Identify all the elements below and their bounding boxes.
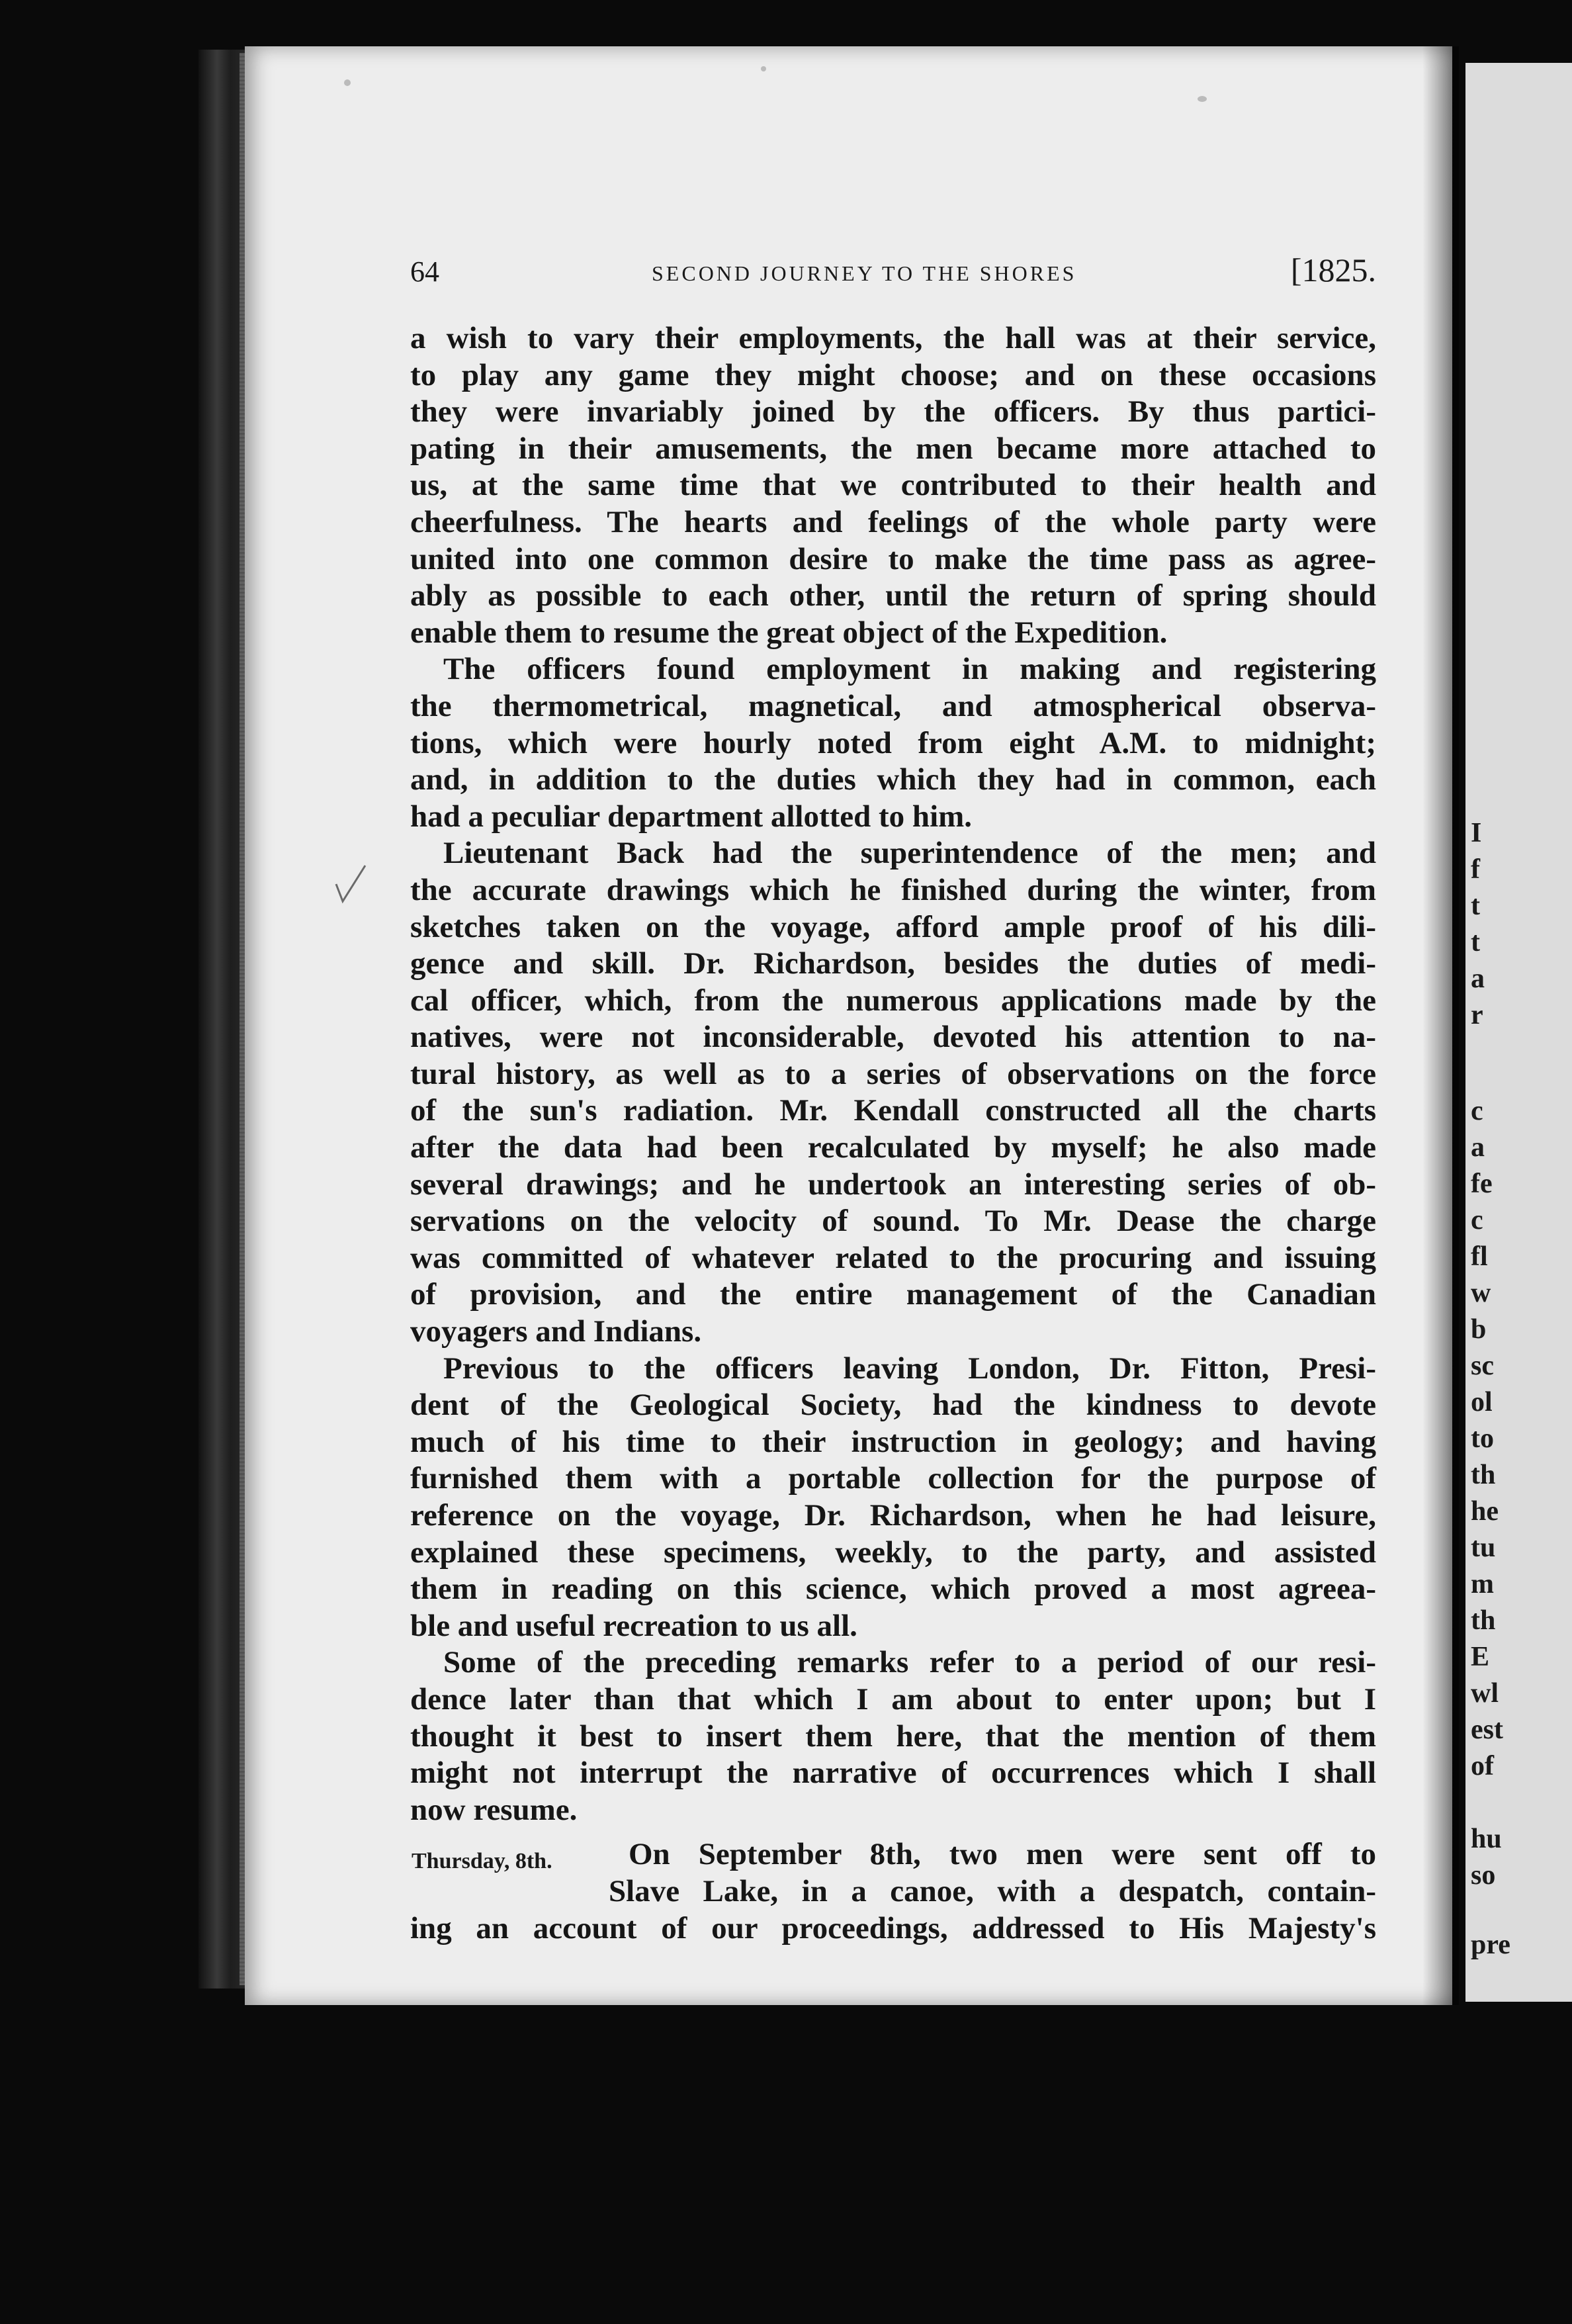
text-line: pating in their amusements, the men became more attached to [410,431,1376,466]
facing-fragment: f [1471,854,1480,885]
text-line: dent of the Geological Society, had the kindness to devote [410,1388,1376,1423]
facing-fragment: fe [1471,1169,1493,1199]
text-line: tions, which were hourly noted from eight A.M. to midnight; [410,725,1376,760]
facing-fragment: tu [1471,1533,1496,1563]
text-line: and, in addition to the duties which they had in common, each [410,762,1376,797]
text-line: gence and skill. Dr. Richardson, besides the duties of medi- [410,946,1376,981]
text-line: sketches taken on the voyage, afford ample proof of his dili- [410,909,1376,944]
text-line: much of his time to their instruction in geology; and having [410,1424,1376,1459]
facing-fragment: ol [1471,1387,1493,1417]
facing-fragment: th [1471,1460,1496,1490]
text-line: servations on the velocity of sound. To Mr. Dease the charge [410,1204,1376,1239]
facing-fragment: pre [1471,1930,1510,1960]
text-line: The officers found employment in making and registering [443,652,1376,687]
facing-fragment: hu [1471,1824,1502,1854]
text-line: cheerfulness. The hearts and feelings of the whole party were [410,504,1376,539]
facing-fragment: wl [1471,1678,1499,1709]
text-line: united into one common desire to make the time pass as agree- [410,541,1376,576]
facing-fragment: sc [1471,1351,1494,1381]
text-line: us, at the same time that we contributed to their health and [410,468,1376,503]
text-line: dence later than that which I am about to enter upon; but I [410,1681,1376,1717]
text-line: the accurate drawings which he finished during the winter, from [410,872,1376,907]
text-line: of provision, and the entire management of the Canadian [410,1277,1376,1312]
facing-fragment: m [1471,1569,1494,1599]
text-line: voyagers and Indians. [410,1314,702,1349]
facing-fragment: to [1471,1423,1494,1454]
text-line: might not interrupt the narrative of occurrences which I shall [410,1756,1376,1791]
body-text [410,320,1376,1947]
text-line: Lieutenant Back had the superintendence of the men; and [443,836,1376,871]
pencil-tick-mark [331,860,371,907]
facing-fragment: t [1471,927,1480,958]
text-line: to play any game they might choose; and on these occasions [410,357,1376,392]
text-line: Some of the preceding remarks refer to a period of our resi- [443,1645,1376,1680]
facing-fragment: a [1471,963,1485,994]
text-line: furnished them with a portable collection for the purpose of [410,1461,1376,1496]
facing-fragment: th [1471,1605,1496,1636]
text-line: of the sun's radiation. Mr. Kendall constructed all the charts [410,1093,1376,1128]
text-line: they were invariably joined by the officers. By thus partici- [410,394,1376,429]
text-line: On September 8th, two men were sent off to [629,1837,1376,1872]
facing-fragment: t [1471,891,1480,921]
running-head [410,251,1376,294]
facing-fragment: b [1471,1314,1487,1345]
facing-fragment: he [1471,1496,1499,1527]
gutter-shadow [1422,46,1459,2005]
text-line: was committed of whatever related to the procuring and issuing [410,1240,1376,1275]
facing-fragment: E [1471,1642,1490,1672]
text-line: ing an account of our proceedings, addressed to His Majesty's [410,1910,1376,1945]
text-line: reference on the voyage, Dr. Richardson, when he had leisure, [410,1498,1376,1533]
facing-fragment: so [1471,1860,1496,1891]
facing-fragment: of [1471,1751,1494,1781]
text-line: several drawings; and he undertook an interesting series of ob- [410,1167,1376,1202]
running-title: SECOND JOURNEY TO THE SHORES [652,261,1077,285]
facing-fragment: c [1471,1096,1483,1126]
text-line: Slave Lake, in a canoe, with a despatch, contain- [609,1873,1376,1908]
facing-fragment: w [1471,1278,1491,1308]
page-number: 64 [410,255,439,288]
running-year: [1825. [1290,251,1376,289]
text-line: enable them to resume the great object of the Expedition. [410,615,1168,650]
facing-fragment: a [1471,1132,1485,1163]
text-line: ably as possible to each other, until the return of spring should [410,578,1376,613]
text-line: tural history, as well as to a series of observations on the force [410,1056,1376,1091]
text-line: had a peculiar department allotted to him. [410,799,973,834]
text-line: after the data had been recalculated by myself; he also made [410,1130,1376,1165]
facing-fragment: r [1471,1000,1483,1030]
facing-page [1465,63,1572,2002]
text-line: Previous to the officers leaving London, Dr. Fitton, Presi- [443,1351,1376,1386]
paper-speck [761,66,766,71]
facing-fragment: fl [1471,1241,1488,1272]
text-line: thought it best to insert them here, that the mention of them [410,1719,1376,1754]
text-line: explained these specimens, weekly, to the party, and assisted [410,1535,1376,1570]
paper-speck [344,79,351,86]
facing-fragment: est [1471,1715,1503,1745]
facing-fragment: c [1471,1205,1483,1235]
text-line: now resume. [410,1792,578,1827]
text-line: them in reading on this science, which proved a most agreea- [410,1572,1376,1607]
text-line: the thermometrical, magnetical, and atmospherical observa- [410,688,1376,723]
text-line: natives, were not inconsiderable, devoted his attention to na- [410,1020,1376,1055]
paper-speck [1198,96,1207,102]
marginal-date-note: Thursday, 8th. [412,1849,552,1873]
text-line: ble and useful recreation to us all. [410,1608,857,1643]
facing-fragment: I [1471,818,1482,848]
text-line: a wish to vary their employments, the hall was at their service, [410,321,1376,355]
text-line: cal officer, which, from the numerous applications made by the [410,983,1376,1018]
